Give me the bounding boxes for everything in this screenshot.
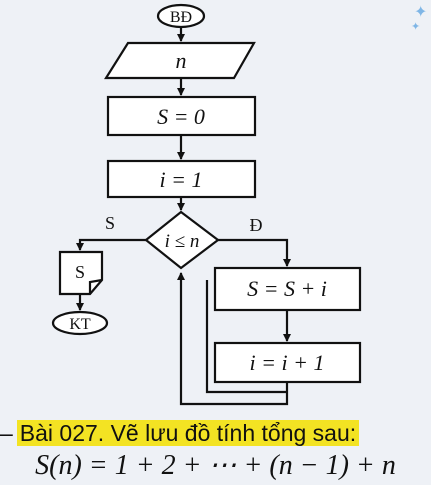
output-label: S [74, 262, 86, 282]
problem-title-text: Bài 027. Vẽ lưu đồ tính tổng sau: [17, 420, 359, 446]
problem-title [0, 418, 359, 448]
true-branch-label: Đ [249, 215, 263, 235]
sum-formula: S(n) = 1 + 2 + ⋯ + (n − 1) + n [35, 450, 396, 481]
update-i-label: i = i + 1 [249, 350, 325, 375]
title-dash: – [0, 420, 13, 446]
sparkle-icon: ✦ [411, 20, 421, 33]
condition-label: i ≤ n [164, 231, 200, 252]
connector-true-branch [218, 240, 287, 266]
assign-i1-label: i = 1 [159, 167, 203, 192]
sparkle-icon: ✦ [414, 2, 428, 21]
update-s-label: S = S + i [247, 276, 327, 301]
connector-false-branch [80, 240, 146, 250]
assign-s0-label: S = 0 [157, 104, 205, 129]
false-branch-label: S [104, 213, 116, 233]
start-label: BĐ [169, 9, 193, 26]
input-label: n [175, 48, 187, 73]
end-label: KT [69, 316, 91, 333]
